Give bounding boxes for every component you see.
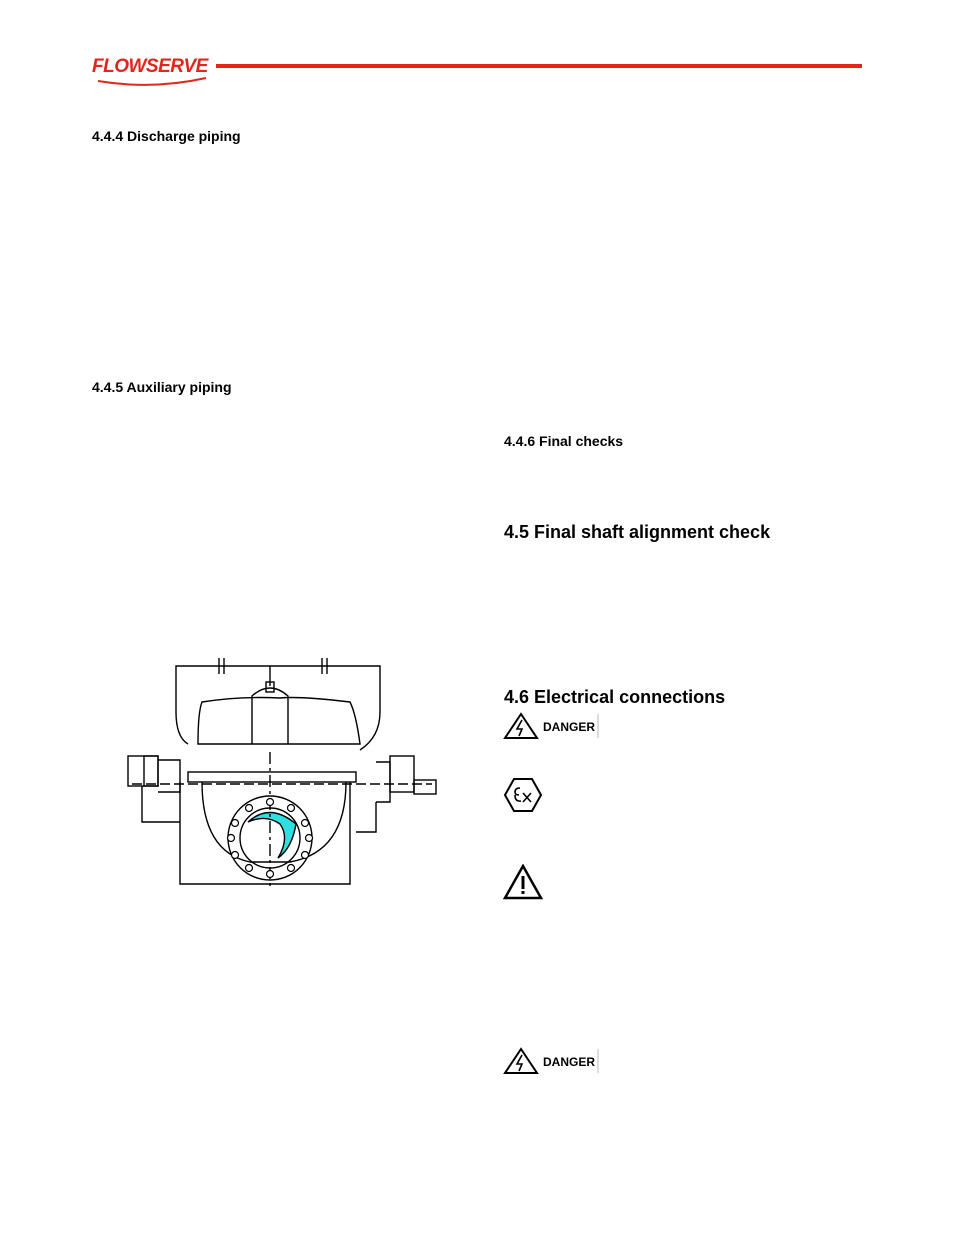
flowserve-logo bbox=[92, 54, 210, 86]
logo-text: FLOWSERVE bbox=[92, 56, 208, 77]
heading-4-4-6: 4.4.6 Final checks bbox=[504, 433, 624, 449]
logo-swoosh bbox=[92, 54, 210, 86]
danger-label: DANGER bbox=[543, 720, 596, 734]
heading-4-4-4: 4.4.4 Discharge piping bbox=[92, 128, 241, 144]
pump-alignment-diagram bbox=[120, 652, 440, 890]
electrical-danger-icon bbox=[503, 712, 599, 740]
heading-4-5: 4.5 Final shaft alignment check bbox=[504, 522, 771, 542]
danger-label-2: DANGER bbox=[543, 1055, 596, 1069]
electrical-danger-icon-2 bbox=[503, 1047, 599, 1075]
heading-4-4-5: 4.4.5 Auxiliary piping bbox=[92, 379, 232, 395]
warning-triangle-icon bbox=[503, 864, 543, 900]
explosion-ex-icon bbox=[503, 777, 543, 813]
header-rule bbox=[216, 64, 862, 68]
heading-4-6: 4.6 Electrical connections bbox=[504, 687, 726, 707]
